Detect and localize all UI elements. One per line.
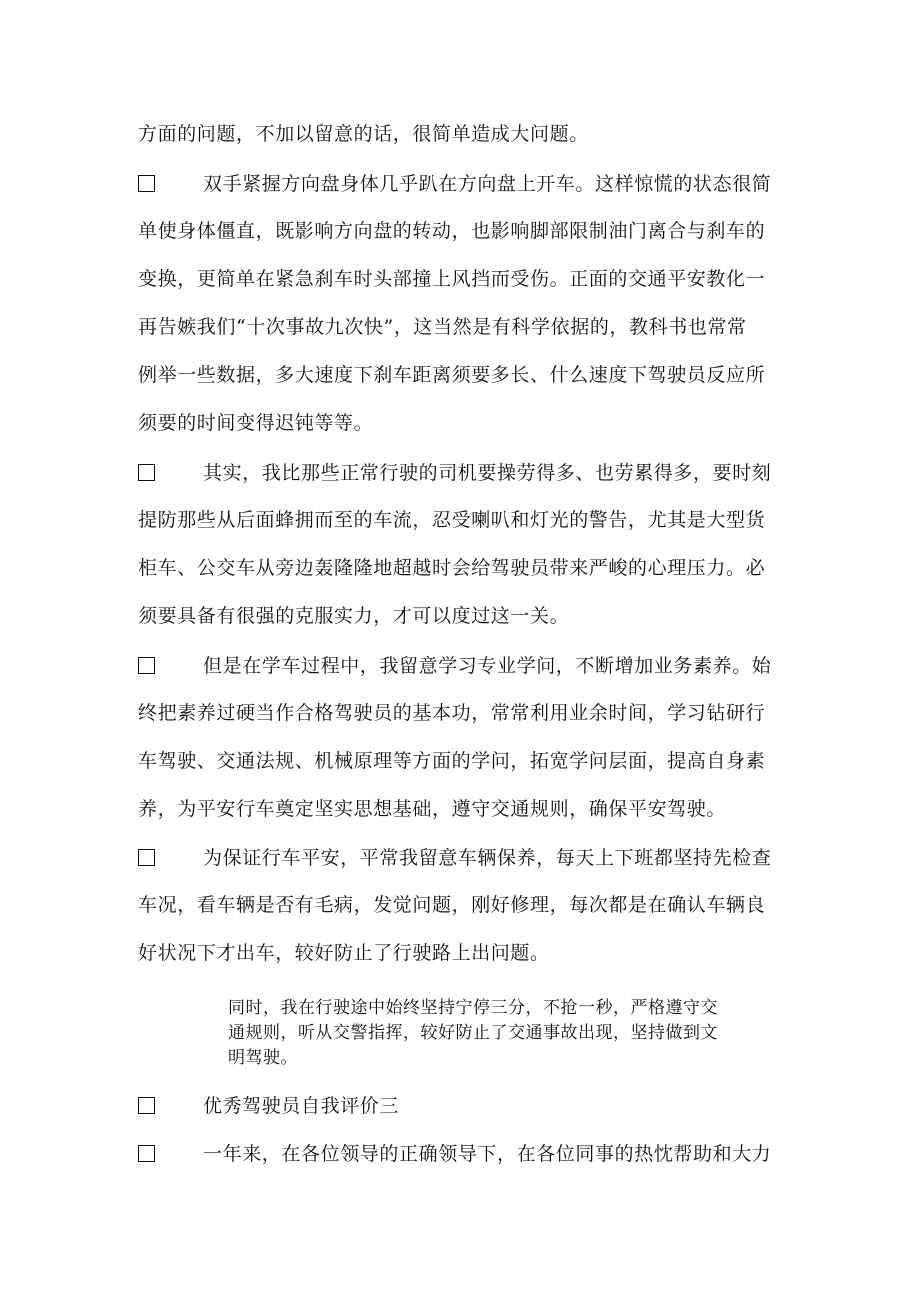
paragraph-line: 但是在学车过程中，我留意学习专业学问，不断增加业务素养。始 — [203, 655, 772, 677]
paragraph-line: 车驾驶、交通法规、机械原理等方面的学问，拓宽学问层面，提高自身素 — [138, 750, 766, 772]
checkbox-square-icon — [138, 1145, 155, 1162]
paragraph-line: 提防那些从后面蜂拥而至的车流，忍受喇叭和灯光的警告，尤其是大型货 — [138, 509, 766, 531]
paragraph-line: 柜车、公交车从旁边轰隆隆地超越时会给驾驶员带来严峻的心理压力。必 — [138, 557, 766, 579]
paragraph-line: 好状况下才出车，较好防止了行驶路上出问题。 — [138, 942, 550, 964]
paragraph-line: 须要具备有很强的克服实力，才可以度过这一关。 — [138, 605, 570, 627]
paragraph-line: 方面的问题，不加以留意的话，很简单造成大问题。 — [138, 123, 589, 145]
paragraph-line: 其实，我比那些正常行驶的司机要操劳得多、也劳累得多，要时刻 — [203, 462, 772, 484]
paragraph-line: 须要的时间变得迟钝等等。 — [138, 412, 374, 434]
paragraph-line: 例举一些数据，多大速度下刹车距离须要多长、什么速度下驾驶员反应所 — [138, 364, 766, 386]
checkbox-square-icon — [138, 657, 155, 674]
paragraph-line: 明驾驶。 — [228, 1048, 298, 1068]
paragraph-line: 单使身体僵直，既影响方向盘的转动，也影响脚部限制油门离合与刹车的 — [138, 220, 766, 242]
paragraph-line: 终把素养过硬当作合格驾驶员的基本功，常常利用业余时间，学习钻研行 — [138, 702, 766, 724]
checkbox-square-icon — [138, 849, 155, 866]
checkbox-square-icon — [138, 175, 155, 192]
paragraph-line: 同时，我在行驶途中始终坚持宁停三分，不抢一秒，严格遵守交 — [228, 998, 718, 1018]
paragraph-line: 为保证行车平安，平常我留意车辆保养，每天上下班都坚持先检查 — [203, 847, 772, 869]
paragraph-line: 养，为平安行车奠定坚实思想基础，遵守交通规则，确保平安驾驶。 — [138, 798, 727, 820]
paragraph-line: 变换，更简单在紧急刹车时头部撞上风挡而受伤。正面的交通平安教化一 — [138, 268, 766, 290]
paragraph-line: 双手紧握方向盘身体几乎趴在方向盘上开车。这样惊慌的状态很简 — [203, 173, 772, 195]
checkbox-square-icon — [138, 464, 155, 481]
paragraph-line: 一年来，在各位领导的正确领导下，在各位同事的热忱帮助和大力 — [203, 1143, 772, 1165]
paragraph-line: 再告嫉我们“十次事故九次快”，这当然是有科学依据的，教科书也常常 — [138, 316, 747, 338]
section-heading: 优秀驾驶员自我评价三 — [203, 1095, 400, 1117]
paragraph-line: 通规则，听从交警指挥，较好防止了交通事故出现，坚持做到文 — [228, 1023, 718, 1043]
checkbox-square-icon — [138, 1097, 155, 1114]
paragraph-line: 车况，看车辆是否有毛病，发觉问题，刚好修理，每次都是在确认车辆良 — [138, 894, 766, 916]
